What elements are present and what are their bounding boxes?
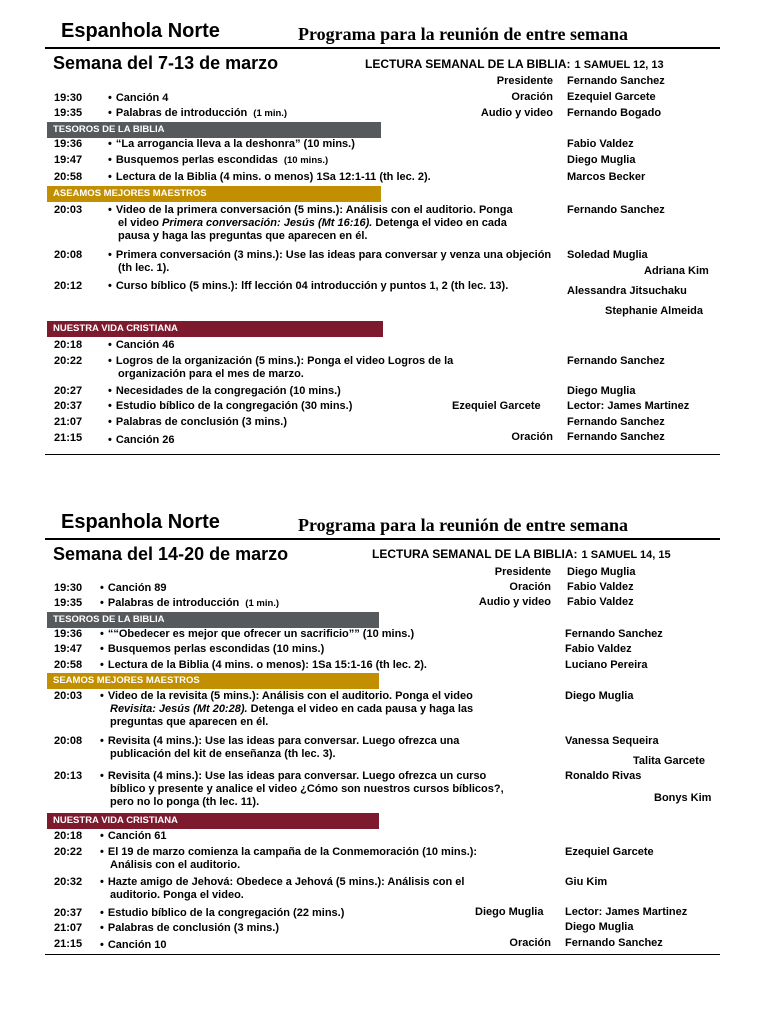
item-text: “La arrogancia lleva a la deshonra” (10 mins.) <box>115 138 355 150</box>
item-text: Lectura de la Biblia (4 mins. o menos): 1Sa 15:1-16 (th lec. 2). <box>107 659 427 671</box>
week-title: Semana del 7-13 de marzo <box>53 53 279 73</box>
program-item: • Palabras de conclusión (3 mins.) <box>108 416 288 428</box>
conductor: Ezequiel Garcete <box>452 400 541 412</box>
role-name: Fernando Bogado <box>567 107 662 119</box>
program-item: • Video de la primera conversación (5 mins.): Análisis con el auditorio. Ponga el video Primera conversación: Jesús (Mt 16:16). Detenga el video en cada pausa y haga las preguntas que aparecen en él. <box>108 204 513 242</box>
role-label: Audio y video <box>480 107 553 119</box>
role-label: Oración <box>511 431 553 443</box>
congregation-name: Espanhola Norte <box>61 20 220 42</box>
section-header-tesoros: TESOROS DE LA BIBLIA <box>47 122 381 138</box>
item-text-italic: Primera conversación: Jesús (Mt 16:16). <box>162 217 373 229</box>
section-header-tesoros: TESOROS DE LA BIBLIA <box>47 612 379 628</box>
item-text: ““Obedecer es mejor que ofrecer un sacrificio”” (10 mins.) <box>107 628 415 640</box>
item-text-line: auditorio. Ponga el video. <box>110 889 244 901</box>
bible-reading-ref: 1 SAMUEL 14, 15 <box>581 549 671 561</box>
item-text: Canción 46 <box>115 339 175 351</box>
item-time: 20:12 <box>54 280 83 292</box>
assignee: Vanessa Sequeira <box>565 735 659 747</box>
program-item: • Busquemos perlas escondidas (10 mins.) <box>108 154 329 166</box>
item-duration: (1 min.) <box>253 108 288 119</box>
item-time: 20:13 <box>54 770 83 782</box>
item-text-line: Análisis con el auditorio. <box>110 859 241 871</box>
program-item: • Necesidades de la congregación (10 mins.) <box>108 385 341 397</box>
item-text: Lectura de la Biblia (4 mins. o menos) 1Sa 12:1-11 (th lec. 2). <box>115 171 431 183</box>
assistant: Stephanie Almeida <box>605 305 704 317</box>
role-label: Oración <box>511 91 553 103</box>
program-item: • Palabras de introducción (1 min.) <box>108 107 288 119</box>
item-text-line: Revisita (4 mins.): Use las ideas para conversar. Luego ofrezca una <box>107 735 460 747</box>
item-time: 21:15 <box>54 432 83 444</box>
section-header-vida: NUESTRA VIDA CRISTIANA <box>47 813 379 829</box>
item-time: 20:03 <box>54 690 83 702</box>
assistant: Bonys Kim <box>654 792 712 804</box>
item-time: 20:08 <box>54 249 83 261</box>
role-label: Oración <box>509 937 551 949</box>
role-name: Diego Muglia <box>567 566 636 578</box>
assignee: Diego Muglia <box>567 385 636 397</box>
item-text: Necesidades de la congregación (10 mins.) <box>115 385 341 397</box>
assignee: Fabio Valdez <box>565 643 632 655</box>
item-time: 19:30 <box>54 582 83 594</box>
program-item: • Canción 4 <box>108 92 169 104</box>
item-time: 19:36 <box>54 628 83 640</box>
item-text-line: Video de la revisita (5 mins.): Análisis con el auditorio. Ponga el video <box>107 690 473 702</box>
bible-reading-ref: 1 SAMUEL 12, 13 <box>574 59 664 71</box>
program-title: Programa para la reunión de entre semana <box>298 24 628 44</box>
program-item: • Revisita (4 mins.): Use las ideas para conversar. Luego ofrezca una publicación del kit de enseñanza (th lec. 3). <box>100 735 460 760</box>
footer-divider <box>45 454 720 455</box>
role-name: Fabio Valdez <box>567 596 634 608</box>
bible-reading <box>372 547 671 561</box>
item-text-line: pero no lo ponga (th lec. 11). <box>110 796 260 808</box>
role-name: Fabio Valdez <box>567 581 634 593</box>
program-item: • Canción 61 <box>100 830 167 842</box>
assignee: Fernando Sanchez <box>565 628 663 640</box>
assignee: Fernando Sanchez <box>567 204 665 216</box>
program-item: • Curso bíblico (5 mins.): lff lección 04 introducción y puntos 1, 2 (th lec. 13). <box>108 280 509 292</box>
assignee: Diego Muglia <box>565 921 634 933</box>
program-item: • Revisita (4 mins.): Use las ideas para conversar. Luego ofrezca un curso bíblico y presente y analice el video ¿Cómo son nuestros cursos bíblicos?, pero no lo ponga (th lec. 11). <box>100 770 504 808</box>
item-time: 19:47 <box>54 154 83 166</box>
item-text: Palabras de conclusión (3 mins.) <box>107 922 280 934</box>
item-time: 19:36 <box>54 138 83 150</box>
footer-divider <box>45 954 720 955</box>
assignee: Diego Muglia <box>565 690 634 702</box>
item-time: 19:47 <box>54 643 83 655</box>
item-text-line: Detenga el video en cada pausa y haga las <box>247 703 474 715</box>
item-time: 21:07 <box>54 922 83 934</box>
item-text-line: Primera conversación (3 mins.): Use las ideas para conversar y venza una objeción <box>115 249 552 261</box>
item-time: 20:18 <box>54 339 83 351</box>
program-title: Programa para la reunión de entre semana <box>298 515 628 535</box>
item-text: Palabras de introducción <box>107 597 240 609</box>
role-name: Ezequiel Garcete <box>567 91 656 103</box>
item-text-line: Detenga el video en cada <box>372 217 507 229</box>
program-item: • Logros de la organización (5 mins.): Ponga el video Logros de la organización para el mes de marzo. <box>108 355 454 380</box>
item-text-line: Logros de la organización (5 mins.): Ponga el video Logros de la <box>115 355 454 367</box>
item-text-line: pausa y haga las preguntas que aparecen en él. <box>118 230 368 242</box>
item-time: 20:08 <box>54 735 83 747</box>
role-label: Oración <box>509 581 551 593</box>
item-text-line: Video de la primera conversación (5 mins.): Análisis con el auditorio. Ponga <box>115 204 513 216</box>
program-item: • Busquemos perlas escondidas (10 mins.) <box>100 643 325 655</box>
item-text-line: organización para el mes de marzo. <box>118 368 304 380</box>
assignee: Fabio Valdez <box>567 138 634 150</box>
item-text: Palabras de conclusión (3 mins.) <box>115 416 288 428</box>
item-text: Curso bíblico (5 mins.): lff lección 04 introducción y puntos 1, 2 (th lec. 13). <box>115 280 509 292</box>
item-text-line: (th lec. 1). <box>118 262 170 274</box>
program-item: • El 19 de marzo comienza la campaña de la Conmemoración (10 mins.): Análisis con el auditorio. <box>100 846 478 871</box>
assignee: Fernando Sanchez <box>567 431 665 443</box>
role-label: Audio y video <box>478 596 551 608</box>
section-header-maestros: SEAMOS MEJORES MAESTROS <box>47 673 379 689</box>
section-header-maestros: ASEAMOS MEJORES MAESTROS <box>47 186 381 202</box>
bible-reading-label: LECTURA SEMANAL DE LA BIBLIA: <box>372 547 578 561</box>
program-item: • Lectura de la Biblia (4 mins. o menos) 1Sa 12:1-11 (th lec. 2). <box>108 171 431 183</box>
role-name: Fernando Sanchez <box>567 75 665 87</box>
item-text-line: El 19 de marzo comienza la campaña de la Conmemoración (10 mins.): <box>107 846 478 858</box>
item-text: Estudio bíblico de la congregación (30 mins.) <box>115 400 353 412</box>
bible-reading-label: LECTURA SEMANAL DE LA BIBLIA: <box>365 57 571 71</box>
header-divider <box>45 47 720 49</box>
program-item: • Hazte amigo de Jehová: Obedece a Jehová (5 mins.): Análisis con el auditorio. Ponga el video. <box>100 876 465 901</box>
assignee: Marcos Becker <box>567 171 646 183</box>
program-item: • Canción 10 <box>100 939 167 951</box>
assignee: Lector: James Martinez <box>565 906 688 918</box>
item-time: 20:22 <box>54 355 83 367</box>
assignee: Fernando Sanchez <box>565 937 663 949</box>
week-title: Semana del 14-20 de marzo <box>53 544 289 564</box>
program-item: • ““Obedecer es mejor que ofrecer un sacrificio”” (10 mins.) <box>100 628 415 640</box>
item-text: Busquemos perlas escondidas <box>115 154 278 166</box>
item-time: 20:37 <box>54 907 83 919</box>
assignee: Alessandra Jitsuchaku <box>567 285 687 297</box>
assistant: Talita Garcete <box>633 755 705 767</box>
item-text: Canción 61 <box>107 830 167 842</box>
program-item: • Canción 26 <box>108 434 175 446</box>
bible-reading <box>365 57 664 71</box>
conductor: Diego Muglia <box>475 906 544 918</box>
section-header-vida: NUESTRA VIDA CRISTIANA <box>47 321 383 337</box>
assignee: Fernando Sanchez <box>567 355 665 367</box>
role-label: Presidente <box>494 566 551 578</box>
program-item: • Video de la revisita (5 mins.): Análisis con el auditorio. Ponga el video Revisita: Jesús (Mt 20:28). Detenga el video en cada pausa y haga las preguntas que aparecen en él. <box>100 690 474 728</box>
item-time: 20:03 <box>54 204 83 216</box>
assignee: Lector: James Martinez <box>567 400 690 412</box>
program-item: • Primera conversación (3 mins.): Use las ideas para conversar y venza una objeción (th lec. 1). <box>108 249 552 274</box>
item-text-line: publicación del kit de enseñanza (th lec. 3). <box>110 748 336 760</box>
item-time: 20:18 <box>54 830 83 842</box>
item-text-line: bíblico y presente y analice el video ¿Cómo son nuestros cursos bíblicos?, <box>110 783 504 795</box>
program-item: • Canción 46 <box>108 339 175 351</box>
assistant: Adriana Kim <box>644 265 709 277</box>
item-text: Busquemos perlas escondidas (10 mins.) <box>107 643 325 655</box>
item-duration: (1 min.) <box>245 598 280 609</box>
program-item: • “La arrogancia lleva a la deshonra” (10 mins.) <box>108 138 355 150</box>
item-text-line: Hazte amigo de Jehová: Obedece a Jehová (5 mins.): Análisis con el <box>107 876 465 888</box>
item-text: Canción 10 <box>107 939 167 951</box>
program-item: • Estudio bíblico de la congregación (22 mins.) <box>100 907 345 919</box>
assignee: Fernando Sanchez <box>567 416 665 428</box>
item-time: 20:58 <box>54 171 83 183</box>
assignee: Giu Kim <box>565 876 608 888</box>
assignee: Luciano Pereira <box>565 659 648 671</box>
assignee: Ezequiel Garcete <box>565 846 654 858</box>
program-item: • Estudio bíblico de la congregación (30 mins.) <box>108 400 353 412</box>
assignee: Ronaldo Rivas <box>565 770 642 782</box>
item-time: 21:15 <box>54 938 83 950</box>
item-time: 20:37 <box>54 400 83 412</box>
item-time: 20:58 <box>54 659 83 671</box>
role-label: Presidente <box>496 75 553 87</box>
program-item: • Palabras de conclusión (3 mins.) <box>100 922 280 934</box>
item-text: Palabras de introducción <box>115 107 248 119</box>
item-text: Estudio bíblico de la congregación (22 mins.) <box>107 907 345 919</box>
item-text: Canción 89 <box>107 582 167 594</box>
item-time: 20:27 <box>54 385 83 397</box>
program-item: • Lectura de la Biblia (4 mins. o menos): 1Sa 15:1-16 (th lec. 2). <box>100 659 427 671</box>
item-text-line: Revisita (4 mins.): Use las ideas para conversar. Luego ofrezca un curso <box>107 770 487 782</box>
item-time: 20:22 <box>54 846 83 858</box>
item-text-line: el video <box>118 217 163 229</box>
header-divider <box>45 538 720 540</box>
item-time: 19:30 <box>54 92 83 104</box>
item-text-line: preguntas que aparecen en él. <box>110 716 269 728</box>
program-item: • Palabras de introducción (1 min.) <box>100 597 280 609</box>
congregation-name: Espanhola Norte <box>61 511 220 533</box>
item-time: 19:35 <box>54 597 83 609</box>
item-text: Canción 26 <box>115 434 175 446</box>
item-time: 20:32 <box>54 876 83 888</box>
assignee: Soledad Muglia <box>567 249 648 261</box>
assignee: Diego Muglia <box>567 154 636 166</box>
item-duration: (10 mins.) <box>283 155 329 166</box>
item-text-italic: Revisita: Jesús (Mt 20:28). <box>110 703 248 715</box>
item-time: 19:35 <box>54 107 83 119</box>
program-item: • Canción 89 <box>100 582 167 594</box>
item-time: 21:07 <box>54 416 83 428</box>
item-text: Canción 4 <box>115 92 169 104</box>
